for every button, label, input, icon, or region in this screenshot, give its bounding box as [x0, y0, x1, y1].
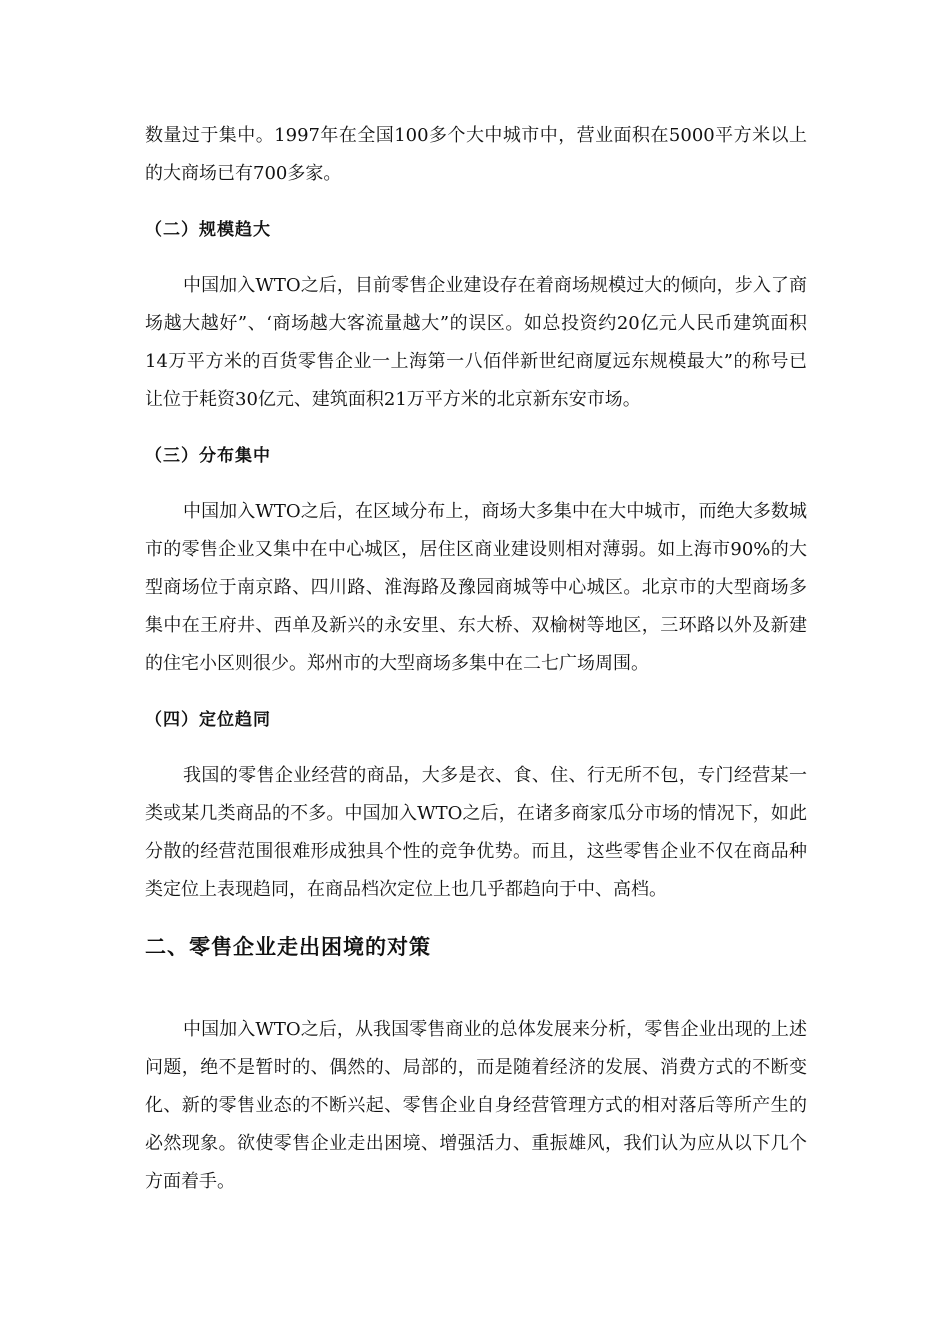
paragraph-positioning: 我国的零售企业经营的商品，大多是衣、食、住、行无所不包，专门经营某一类或某几类商品的不多。中国加入WTO之后，在诸多商家瓜分市场的情况下，如此分散的经营范围很难形成独具个性的竞争优势。而且，这些零售企业不仅在商品种类定位上表现趋同，在商品档次定位上也几乎都趋向于中、高档。 [145, 765, 807, 900]
spacer [145, 989, 807, 1011]
spacer [145, 739, 807, 757]
spacer [145, 909, 807, 927]
paragraph-countermeasures: 中国加入WTO之后，从我国零售商业的总体发展来分析，零售企业出现的上述问题，绝不是暂时的、偶然的、局部的，而是随着经济的发展、消费方式的不断变化、新的零售业态的不断兴起、零售企业自身经营管理方式的相对落后等所产生的必然现象。欲使零售企业走出困境、增强活力、重振雄风，我们认为应从以下几个方面着手。 [145, 1019, 807, 1192]
paragraph-distribution: 中国加入WTO之后，在区域分布上，商场大多集中在大中城市，而绝大多数城市的零售企业又集中在中心城区，居住区商业建设则相对薄弱。如上海市90%的大型商场位于南京路、四川路、淮海路及豫园商城等中心城区。北京市的大型商场多集中在王府井、西单及新兴的永安里、东大桥、双榆树等地区，三环路以外及新建的住宅小区则很少。郑州市的大型商场多集中在二七广场周围。 [145, 501, 807, 674]
subheading-scale: （二）规模趋大 [145, 220, 271, 240]
section-title-countermeasures: 二、零售企业走出困境的对策 [145, 935, 431, 959]
paragraph-scale: 中国加入WTO之后，目前零售企业建设存在着商场规模过大的倾向，步入了商场越大越好”、‘商场越大客流量越大”的误区。如总投资约20亿元人民币建筑面积14万平方米的百货零售企业一上海第一八佰伴新世纪商厦远东规模最大”的称号已让位于耗资30亿元、建筑面积21万平方米的北京新东安市场。 [145, 275, 807, 410]
spacer [145, 419, 807, 437]
spacer [145, 967, 807, 989]
paragraph-continuation: 数量过于集中。1997年在全国100多个大中城市中，营业面积在5000平方米以上的大商场已有700多家。 [145, 125, 807, 184]
document-page [145, 117, 807, 1201]
spacer [145, 193, 807, 211]
spacer [145, 683, 807, 701]
spacer [145, 475, 807, 493]
subheading-distribution: （三）分布集中 [145, 446, 271, 466]
spacer [145, 249, 807, 267]
subheading-positioning: （四）定位趋同 [145, 710, 271, 730]
